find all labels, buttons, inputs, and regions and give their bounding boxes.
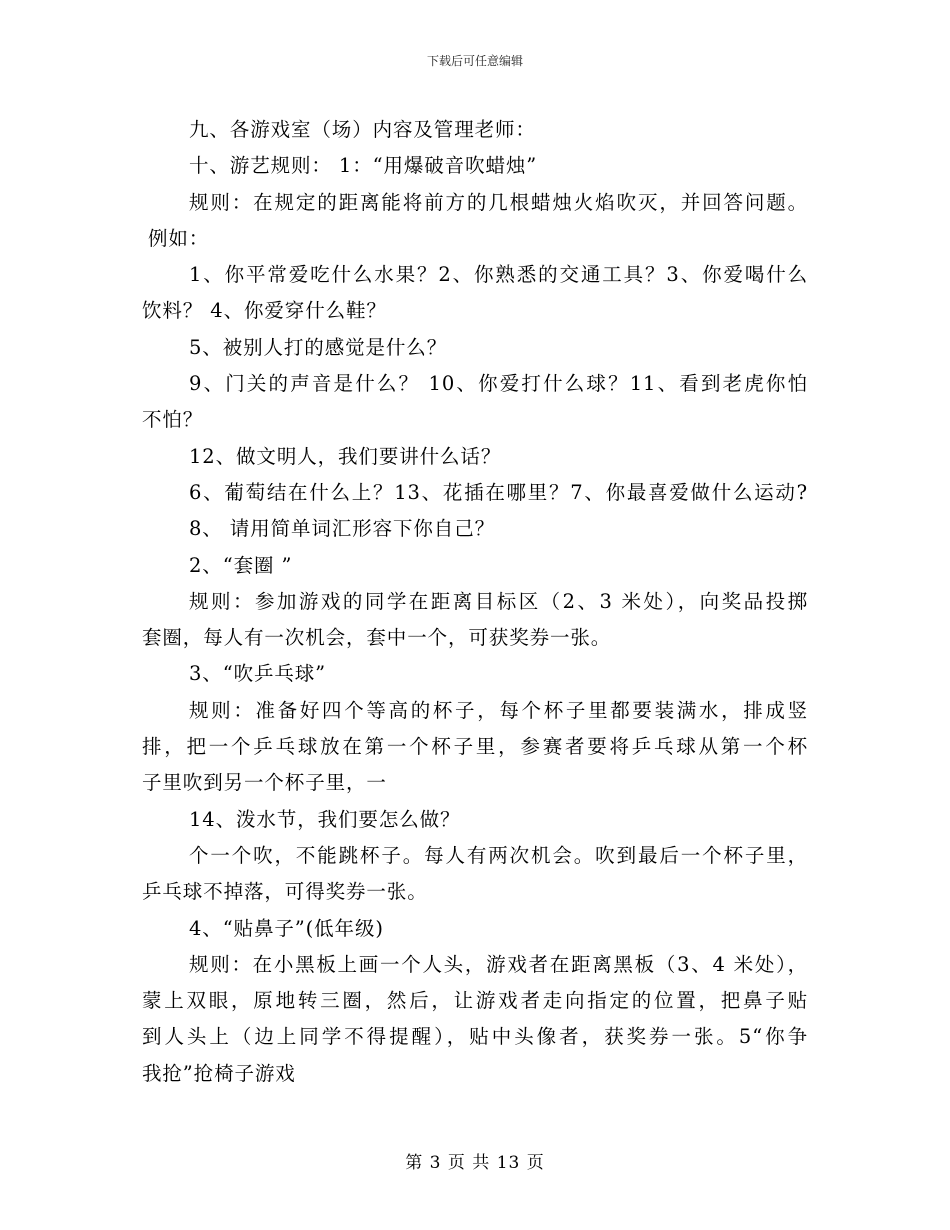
paragraph-line: 6、葡萄结在什么上？13、花插在哪里？7、你最喜爱做什么运动? bbox=[189, 480, 808, 504]
paragraph-line: 9、门关的声音是什么？ 10、你爱打什么球？11、看到老虎你怕 bbox=[189, 372, 808, 396]
paragraph-line: 3、“吹乒乓球” bbox=[189, 662, 327, 686]
paragraph-line: 5、被别人打的感觉是什么？ bbox=[189, 335, 448, 359]
page-header: 下载后可任意编辑 bbox=[426, 54, 523, 68]
paragraph-line: 排，把一个乒乓球放在第一个杯子里，参赛者要将乒乓球从第一个杯 bbox=[142, 735, 808, 759]
paragraph-line: 规则：在小黑板上画一个人头，游戏者在距离黑板（3、4 米处）， bbox=[189, 952, 808, 976]
paragraph-line: 8、 请用简单词汇形容下你自己？ bbox=[189, 517, 496, 541]
paragraph-line: 不怕？ bbox=[142, 408, 204, 432]
paragraph-line: 规则：准备好四个等高的杯子，每个杯子里都要装满水，排成竖 bbox=[189, 698, 808, 722]
paragraph-line: 1、你平常爱吃什么水果？2、你熟悉的交通工具？3、你爱喝什么 bbox=[189, 263, 808, 287]
paragraph-line: 子里吹到另一个杯子里，一 bbox=[142, 771, 387, 795]
paragraph-line: 到人头上（边上同学不得提醒），贴中头像者，获奖券一张。5“你争 bbox=[142, 1025, 808, 1049]
paragraph-line: 十、游艺规则： 1：“用爆破音吹蜡烛” bbox=[189, 154, 538, 178]
paragraph-line: 我抢”抢椅子游戏 bbox=[142, 1061, 296, 1085]
paragraph-line: 蒙上双眼，原地转三圈，然后，让游戏者走向指定的位置，把鼻子贴 bbox=[142, 989, 808, 1013]
page-number-footer: 第 3 页 共 13 页 bbox=[405, 1153, 545, 1173]
paragraph-line: 例如： bbox=[148, 226, 210, 250]
paragraph-line: 2、“套圈 ” bbox=[189, 553, 293, 577]
paragraph-line: 12、做文明人，我们要讲什么话？ bbox=[189, 444, 502, 468]
paragraph-line: 套圈，每人有一次机会，套中一个，可获奖券一张。 bbox=[142, 626, 612, 650]
paragraph-line: 九、各游戏室（场）内容及管理老师： bbox=[189, 118, 536, 141]
paragraph-line: 乒乓球不掉落，可得奖券一张。 bbox=[142, 880, 428, 904]
paragraph-line: 个一个吹，不能跳杯子。每人有两次机会。吹到最后一个杯子里， bbox=[189, 843, 808, 867]
paragraph-line: 规则：参加游戏的同学在距离目标区（2、3 米处），向奖品投掷 bbox=[189, 589, 808, 613]
document-body bbox=[142, 112, 808, 1092]
paragraph-line: 4、“贴鼻子”(低年级) bbox=[189, 916, 384, 940]
paragraph-line: 规则：在规定的距离能将前方的几根蜡烛火焰吹灭，并回答问题。 bbox=[189, 190, 808, 214]
paragraph-line: 14、泼水节，我们要怎么做？ bbox=[189, 807, 461, 831]
paragraph-line: 饮料？ 4、你爱穿什么鞋？ bbox=[142, 299, 387, 323]
